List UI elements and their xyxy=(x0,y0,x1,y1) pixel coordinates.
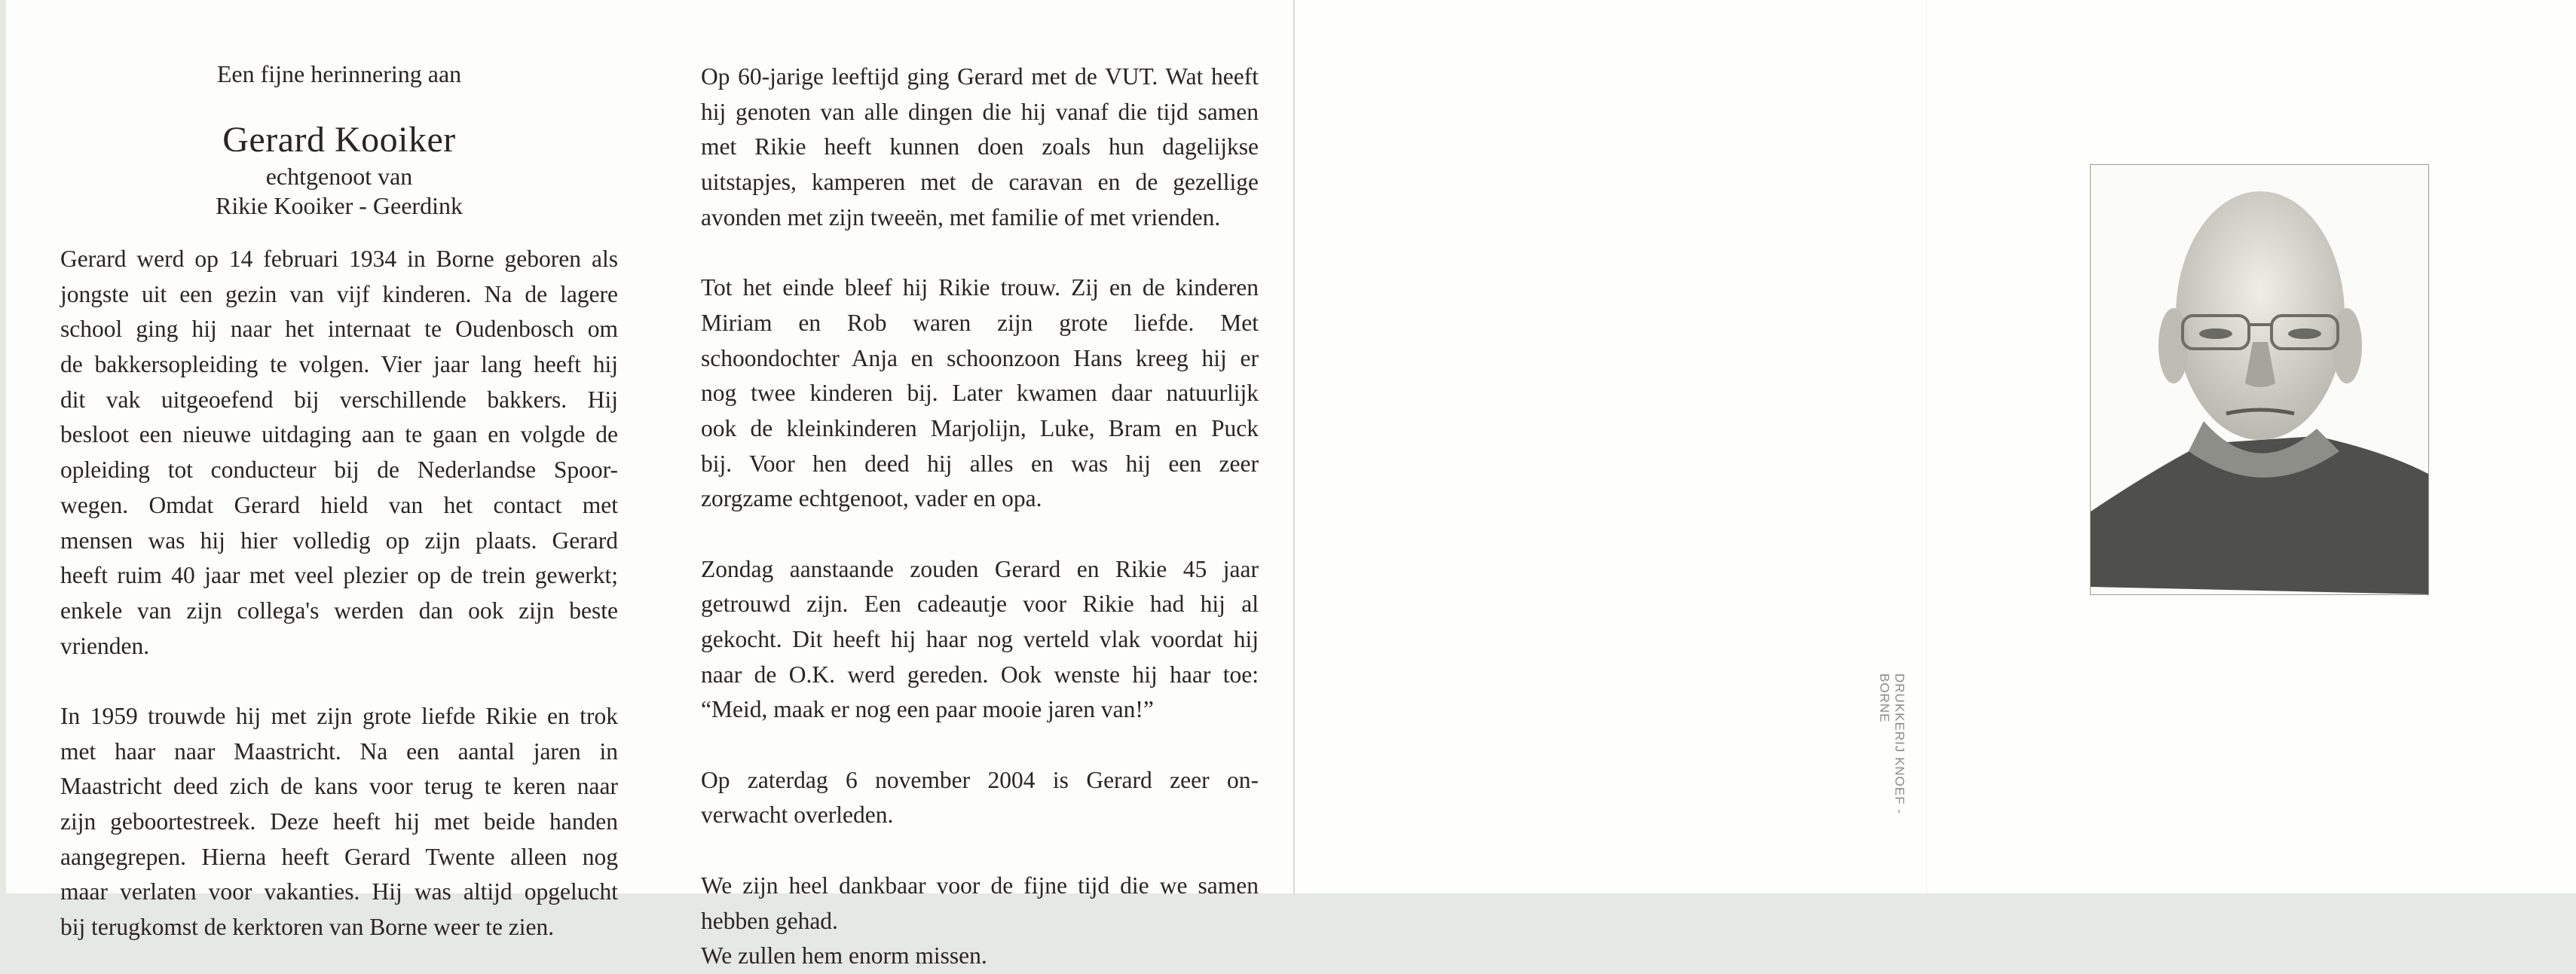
text-line: heeft ruim 40 jaar met veel plezier op de trein gewerkt; xyxy=(60,562,618,589)
paragraph-gap xyxy=(701,235,1259,270)
text-line: school ging hij naar het internaat te Oudenbosch om xyxy=(60,316,618,343)
text-line: besloot een nieuwe uitdaging aan te gaan en volgde de xyxy=(60,421,618,448)
text-line: Miriam en Rob waren zijn grote liefde. Met xyxy=(701,309,1259,336)
text-line: Tot het einde bleef hij Rikie trouw. Zij en de kinderen xyxy=(701,274,1259,301)
text-line: Zondag aanstaande zouden Gerard en Rikie 45 jaar xyxy=(701,555,1259,582)
text-line: avonden met zijn tweeën, met familie of met vrienden. xyxy=(701,203,1221,231)
text-line: In 1959 trouwde hij met zijn grote liefde Rikie en trok xyxy=(60,702,618,729)
intro-heading: Een fijne herinnering aan xyxy=(216,60,462,87)
text-line: enkele van zijn collega's werden dan ook zijn beste xyxy=(60,597,618,624)
text-line: gekocht. Dit heeft hij haar nog verteld vlak voordat hij xyxy=(701,626,1259,652)
text-line: Op 60-jarige leeftijd ging Gerard met de VUT. Wat heeft xyxy=(701,63,1259,90)
biography-column-1 xyxy=(60,242,618,945)
text-line: de bakkersopleiding te volgen. Vier jaar lang heeft hij xyxy=(60,351,618,378)
text-line: verwacht overleden. xyxy=(701,801,894,829)
deceased-name: Gerard Kooiker xyxy=(222,120,456,160)
text-line: Op zaterdag 6 november 2004 is Gerard zeer on- xyxy=(701,766,1259,793)
text-line: hebben gehad. xyxy=(701,907,838,934)
printer-imprint: DRUKKERIJ KNOEF - BORNE xyxy=(1877,673,1907,815)
text-line: jongste uit een gezin van vijf kinderen. Na de lagere xyxy=(60,280,618,307)
text-line: nog twee kinderen bij. Later kwamen daar natuurlijk xyxy=(701,380,1259,407)
paragraph-gap xyxy=(60,664,618,699)
text-line: wegen. Omdat Gerard hield van het contact met xyxy=(60,491,618,518)
text-line: met Rikie heeft kunnen doen zoals hun dagelijkse xyxy=(701,133,1259,160)
text-line: ook de kleinkinderen Marjolijn, Luke, Bram en Puck xyxy=(701,414,1259,441)
text-line: bij terugkomst de kerktoren van Borne weer te zien. xyxy=(60,914,555,941)
paragraph-gap xyxy=(701,517,1259,552)
paragraph-gap xyxy=(701,833,1259,869)
text-line: aangegrepen. Hierna heeft Gerard Twente alleen nog xyxy=(60,843,618,870)
text-line: We zullen hem enorm missen. xyxy=(701,942,987,969)
card-inside-left xyxy=(6,0,1295,969)
text-line: zijn geboortestreek. Deze heeft hij met beide handen xyxy=(60,808,618,835)
relation-text: echtgenoot van xyxy=(265,163,413,190)
text-line: vrienden. xyxy=(60,632,150,659)
text-line: dit vak uitgeoefend bij verschillende bakkers. Hij xyxy=(60,386,618,413)
biography-column-2 xyxy=(701,60,1259,974)
text-line: bij. Voor hen deed hij alles en was hij een zeer xyxy=(701,450,1259,477)
text-line: Gerard werd op 14 februari 1934 in Borne geboren als xyxy=(60,246,618,272)
text-line: schoondochter Anja en schoonzoon Hans kreeg hij er xyxy=(701,344,1259,371)
text-line: Maastricht deed zich de kans voor terug te keren naar xyxy=(60,773,618,800)
card-fold-line xyxy=(1926,0,1927,893)
text-line: naar de O.K. werd gereden. Ook wenste hij haar toe: xyxy=(701,661,1259,688)
text-line: opleiding tot conducteur bij de Nederlandse Spoor- xyxy=(60,456,618,484)
text-line: mensen was hij hier volledig op zijn plaats. Gerard xyxy=(60,527,618,554)
text-line: uitstapjes, kamperen met de caravan en de gezellige xyxy=(701,169,1259,196)
text-line: hij genoten van alle dingen die hij vanaf die tijd samen xyxy=(701,98,1259,125)
text-line: maar verlaten voor vakanties. Hij was altijd opgelucht xyxy=(60,878,618,905)
text-line: getrouwd zijn. Een cadeautje voor Rikie had hij al xyxy=(701,591,1259,618)
text-line: “Meid, maak er nog een paar mooie jaren van!” xyxy=(701,696,1154,723)
paragraph-gap xyxy=(701,728,1259,763)
text-line: zorgzame echtgenoot, vader en opa. xyxy=(701,485,1042,512)
portrait-image xyxy=(2091,165,2428,594)
portrait-photo xyxy=(2090,164,2429,595)
text-line: We zijn heel dankbaar voor de fijne tijd die we samen xyxy=(701,872,1259,899)
spouse-name: Rikie Kooiker - Geerdink xyxy=(216,192,463,219)
text-line: met haar naar Maastricht. Na een aantal jaren in xyxy=(60,737,618,765)
